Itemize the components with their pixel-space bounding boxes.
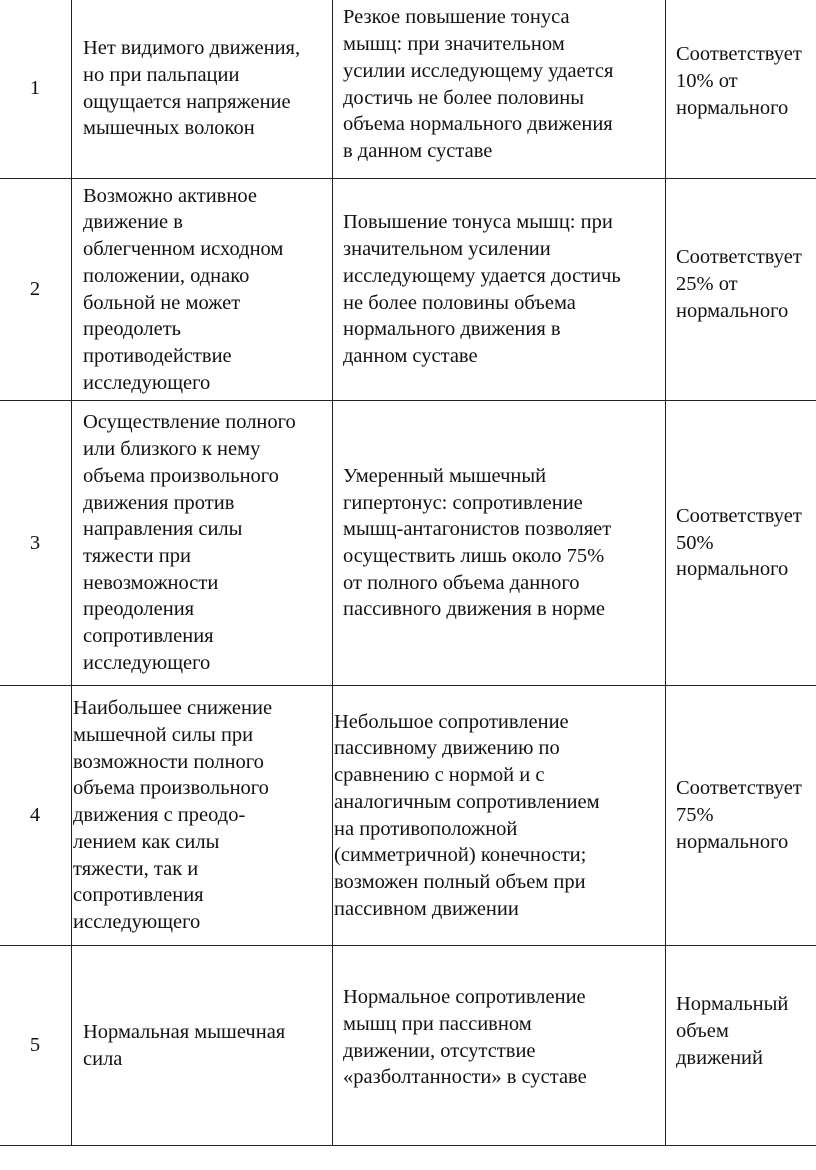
table-row bbox=[0, 0, 816, 179]
range-cell: Соответствует 50% нормального bbox=[666, 401, 816, 686]
tone-cell: Небольшое сопротивление пассивному движению по сравнению с нормой и с аналогичным сопротивлением на противоположной (симметричной) конечности; возможен полный объем при пассивном движении bbox=[333, 686, 666, 946]
range-cell: Соответствует 10% от нормального bbox=[666, 0, 816, 179]
tone-cell: Нормальное сопротивление мышц при пассивном движении, отсутствие «разболтанности» в суставе bbox=[333, 946, 666, 1146]
table-row bbox=[0, 946, 816, 1146]
strength-cell: Нормальная мышечная сила bbox=[72, 946, 333, 1146]
range-cell: Нормальный объем движений bbox=[666, 946, 816, 1146]
table-row bbox=[0, 401, 816, 686]
strength-cell: Наибольшее снижение мышечной силы при возможности полного объема произвольного движения с преодо- лением как силы тяжести, так и сопротивления исследующего bbox=[72, 686, 333, 946]
tone-cell: Повышение тонуса мышц: при значительном усилении исследующему удается достичь не более половины объема нормального движения в данном суставе bbox=[333, 179, 666, 401]
strength-cell: Возможно активное движение в облегченном исходном положении, однако больной не может преодолеть противодействие исследующего bbox=[72, 179, 333, 401]
table-row bbox=[0, 179, 816, 401]
tone-cell: Резкое повышение тонуса мышц: при значительном усилии исследующему удается достичь не более половины объема нормального движения в данном суставе bbox=[333, 0, 666, 179]
grade-cell: 4 bbox=[0, 686, 72, 946]
table-row bbox=[0, 686, 816, 946]
grade-cell: 3 bbox=[0, 401, 72, 686]
grade-cell: 5 bbox=[0, 946, 72, 1146]
grade-cell: 1 bbox=[0, 0, 72, 179]
tone-cell: Умеренный мышечный гипертонус: сопротивление мышц-антагонистов позволяет осуществить лишь около 75% от полного объема данного пассивного движения в норме bbox=[333, 401, 666, 686]
range-cell: Соответствует 75% нормального bbox=[666, 686, 816, 946]
strength-cell: Нет видимого движения, но при пальпации ощущается напряжение мышечных волокон bbox=[72, 0, 333, 179]
strength-cell: Осуществление полного или близкого к нему объема произвольного движения против направления силы тяжести при невозможности преодоления сопротивления исследующего bbox=[72, 401, 333, 686]
range-cell: Соответствует 25% от нормального bbox=[666, 179, 816, 401]
grade-cell: 2 bbox=[0, 179, 72, 401]
